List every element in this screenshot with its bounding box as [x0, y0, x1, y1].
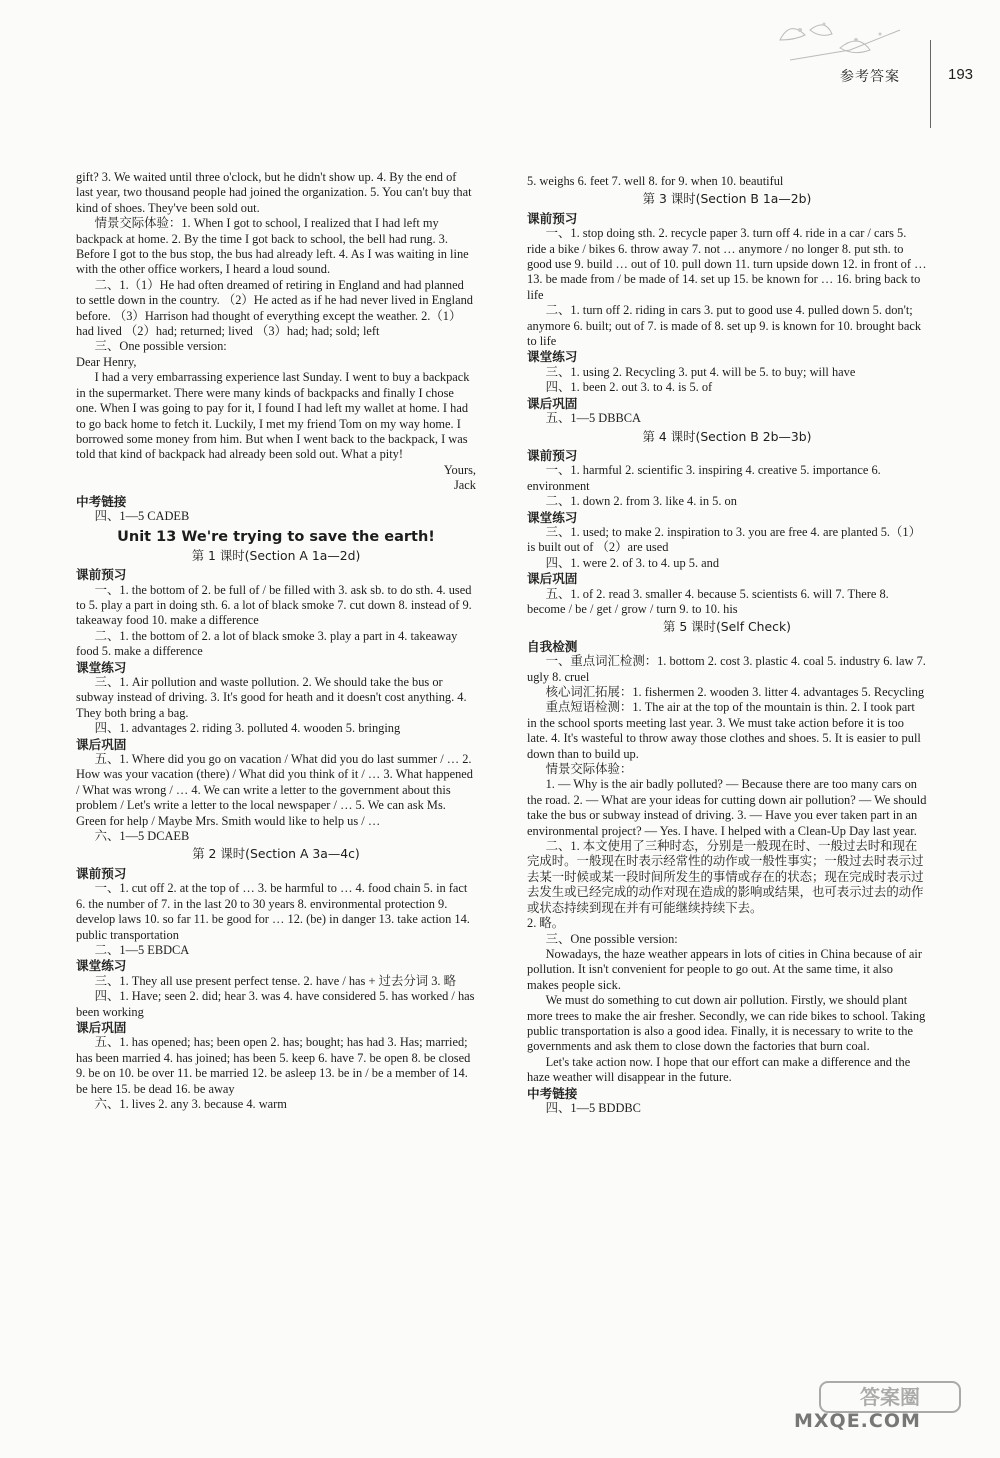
section-heading: 课后巩固 — [76, 1019, 127, 1035]
section-heading: 课堂练习 — [76, 659, 127, 675]
answer-paragraph: Dear Henry, — [76, 354, 137, 369]
answer-paragraph: 五、1—5 DBBCA — [545, 411, 641, 426]
section-heading: 课前预习 — [76, 865, 127, 881]
answer-paragraph: 四、1. been 2. out 3. to 4. is 5. of — [545, 380, 713, 395]
answer-paragraph: 六、1. lives 2. any 3. because 4. warm — [94, 1096, 287, 1111]
answer-paragraph: 四、1. advantages 2. riding 3. polluted 4. wooden 5. bringing — [94, 721, 401, 736]
answer-paragraph: 二、1. 本文使用了三种时态，分别是一般现在时、一般过去时和现在完成时。一般现在时表示经常性的动作或一般性事实；一般过去时表示过去某一时候或某一段时间所发生的事情或存在的状态；现在完成时表示过去发生或已经完成的动作对现在造成的影响或结果，也可表示过去的动作或状态持续到现在并有可能继续持续下去。 — [527, 839, 924, 915]
answer-paragraph: gift? 3. We waited until three o'clock, but he didn't show up. 4. By the end of last year, two thousand people had joined the organization. 5. You can't buy that kind of shoes. They've been sold out. — [76, 170, 472, 215]
answer-paragraph: 情景交际体验： — [545, 762, 633, 777]
lesson-title: 第 2 课时(Section A 3a—4c) — [192, 846, 360, 862]
answer-paragraph: 1. — Why is the air badly polluted? — Because there are too many cars on the road. 2. — What are your ideas for cutting down air pollution? — We should take the bus or subway instead of driving. 3. — Have you ever taken part in an environmental project? — Yes. I have. I helped with a Clean-Up Day last year. — [527, 777, 927, 838]
page-header — [0, 0, 1000, 140]
answer-paragraph: 三、1. They all use present perfect tense. 2. have / has + 过去分词 3. 略 — [94, 973, 456, 988]
answer-paragraph: 一、1. the bottom of 2. be full of / be filled with 3. ask sb. to do sth. 4. used to 5. play a part in doing sth. 6. a lot of black smoke 7. cut down 8. instead of 9. takeaway food 10. make a difference — [76, 582, 472, 628]
page-number: 193 — [948, 66, 974, 83]
answer-paragraph: 5. weighs 6. feet 7. well 8. for 9. when 10. beautiful — [527, 174, 784, 188]
answer-paragraph: 一、1. stop doing sth. 2. recycle paper 3. turn off 4. ride in a car / cars 5. ride a bike / bikes 6. throw away 7. not … anymore / no longer 8. put sth. to good use 9. build … out of 10. pull down 11. turn upside down 12. in front of … 13. be made from / be made of 14. set up 15. be known for … 16. bring back to life — [527, 226, 927, 302]
watermark-stamp-icon — [790, 1380, 990, 1414]
lesson-title: 第 5 课时(Self Check) — [663, 619, 791, 635]
section-heading: 课前预习 — [76, 567, 127, 583]
answer-paragraph: 二、1. turn off 2. riding in cars 3. put to good use 4. pulled down 5. don't; anymore 6. built; out of 7. is made of 8. set up 9. is known for 10. brought back to life — [527, 303, 922, 349]
answer-paragraph: 三、1. Air pollution and waste pollution. 2. We should take the bus or subway instead of driving. 3. It's good for heath and it doesn't cost anything. 4. They both bring a bag. — [76, 675, 467, 720]
answer-paragraph: 三、1. used; to make 2. inspiration to 3. you are free 4. are planted 5.（1）is built out of （2）are used — [527, 524, 922, 555]
answer-paragraph: Yours, — [443, 462, 476, 477]
answer-paragraph: 一、重点词汇检测：1. bottom 2. cost 3. plastic 4. coal 5. industry 6. law 7. ugly 8. cruel — [527, 654, 926, 684]
unit-title: Unit 13 We're trying to save the earth! — [117, 529, 435, 546]
lesson-title: 第 1 课时(Section A 1a—2d) — [191, 547, 361, 563]
header-divider — [930, 40, 931, 128]
answer-paragraph: Jack — [453, 478, 476, 493]
answer-paragraph: I had a very embarrassing experience last Sunday. I went to buy a backpack in the supermarket. There were many kinds of backpacks and finally I chose one. When I was going to pay for it, I found I had left my wallet at home. I had to go back home to fetch it. Luckily, I met my friend Tom on my way home. I borrowed some money from him. But when I went back to the backpack, I was told that kind of backpack had already been sold out. What a pity! — [76, 370, 470, 462]
answer-paragraph: 二、1. down 2. from 3. like 4. in 5. on — [545, 494, 737, 509]
answer-paragraph: 三、1. using 2. Recycling 3. put 4. will be 5. to buy; will have — [545, 364, 856, 379]
answer-paragraph: 四、1. were 2. of 3. to 4. up 5. and — [545, 555, 720, 570]
answer-paragraph: 一、1. cut off 2. at the top of … 3. be harmful to … 4. food chain 5. in fact 6. the number of 7. in the last 20 to 30 years 8. environmental protection 9. develop laws 10. so far 11. be good for … 12. (be) in danger 13. take action 14. public transportation — [76, 881, 470, 942]
section-heading: 自我检测 — [527, 638, 578, 654]
svg-text:答案圈: 答案圈 — [860, 1385, 920, 1409]
answer-paragraph: 六、1—5 DCAEB — [94, 829, 190, 844]
section-heading: 课堂练习 — [527, 349, 578, 365]
section-heading: 中考链接 — [76, 493, 127, 509]
left-column — [76, 170, 476, 1112]
watermark-logo — [790, 1380, 990, 1450]
answer-paragraph: 2. 略。 — [527, 916, 565, 931]
answer-paragraph: Let's take action now. I hope that our effort can make a difference and the haze weather will disappear in the future. — [527, 1054, 911, 1085]
answer-paragraph: 情景交际体验：1. When I got to school, I realized that I had left my backpack at home. 2. By the time I got back to school, the bell had rung. 3. Before I got to the bus stop, the bus had already left. 4. As I was waiting in line with the other office workers, I heard a loud sound. — [76, 216, 469, 277]
section-heading: 中考链接 — [527, 1085, 578, 1101]
section-heading: 课后巩固 — [76, 736, 127, 752]
answer-paragraph: 四、1—5 CADEB — [94, 508, 190, 523]
lesson-title: 第 3 课时(Section B 1a—2b) — [642, 191, 812, 207]
answer-paragraph: We must do something to cut down air pollution. Firstly, we should plant more trees to make the air fresher. Secondly, we can ride bikes to school. Taking public transportation is also a good idea. Finally, it is necessary to write to the governments and ask them to close down the factories that burn coal. — [527, 993, 926, 1054]
answer-paragraph: 一、1. harmful 2. scientific 3. inspiring 4. creative 5. importance 6. environment — [527, 463, 881, 493]
answer-paragraph: 三、One possible version: — [545, 931, 678, 946]
section-heading: 课后巩固 — [527, 571, 578, 587]
right-column — [527, 174, 927, 1116]
section-title: 参考答案 — [840, 69, 900, 85]
answer-paragraph: 五、1. of 2. read 3. smaller 4. because 5. scientists 6. will 7. There 8. become / be / get / grow / turn 9. to 10. his — [527, 586, 889, 616]
answer-paragraph: 二、1.（1）He had often dreamed of retiring in England and had planned to settle down in the country. （2）He acted as if he had never lived in England before. （3）Harrison had thought of everything except the weather. 2.（1）had lived （2）had; returned; lived （3）had; had; sold; left — [76, 277, 473, 339]
answer-paragraph: 二、1—5 EBDCA — [94, 942, 190, 957]
answer-paragraph: 核心词汇拓展：1. fishermen 2. wooden 3. litter 4. advantages 5. Recycling — [545, 685, 925, 699]
answer-paragraph: 四、1—5 BDDBC — [545, 1100, 641, 1115]
answer-paragraph: 五、1. has opened; has; been open 2. has; bought; has had 3. Has; married; has been married 4. has joined; has been 5. keep 6. have 7. be open 8. be closed 9. be on 10. be over 11. be married 12. be asleep 13. be in / be a member of 14. be here 15. be dead 16. be away — [76, 1035, 471, 1096]
answer-paragraph: 二、1. the bottom of 2. a lot of black smoke 3. play a part in 4. takeaway food 5. make a difference — [76, 628, 458, 659]
section-heading: 课堂练习 — [76, 958, 127, 974]
section-heading: 课后巩固 — [527, 395, 578, 411]
answer-paragraph: 重点短语检测：1. The air at the top of the mountain is thin. 2. I took part in the school sports meeting last year. 3. We must take action before it is too late. 4. It's wasteful to throw away those clothes and shoes. 5. It is easier to pull down than to build up. — [527, 700, 921, 761]
answer-paragraph: 五、1. Where did you go on vacation / What did you do last summer / … 2. How was your vacation (there) / What did you think of it / … 3. What happened / What was wrong / … 4. We can write a letter to the government about this problem / Let's write a letter to the local newspaper / … 5. We can ask Ms. Green for help / Maybe Mrs. Smith would like to help us / … — [76, 752, 473, 828]
watermark-text: MXQE.COM — [794, 1410, 921, 1432]
lesson-title: 第 4 课时(Section B 2b—3b) — [642, 428, 812, 444]
answer-paragraph: Nowadays, the haze weather appears in lots of cities in China because of air pollution. It isn't convenient for people to go out. At the same time, it also makes people sick. — [527, 946, 922, 992]
section-heading: 课前预习 — [527, 210, 578, 226]
answer-paragraph: 三、One possible version: — [94, 339, 227, 354]
answer-paragraph: 四、1. Have; seen 2. did; hear 3. was 4. have considered 5. has worked / has been working — [76, 989, 475, 1019]
section-heading: 课堂练习 — [527, 509, 578, 525]
section-heading: 课前预习 — [527, 447, 578, 463]
